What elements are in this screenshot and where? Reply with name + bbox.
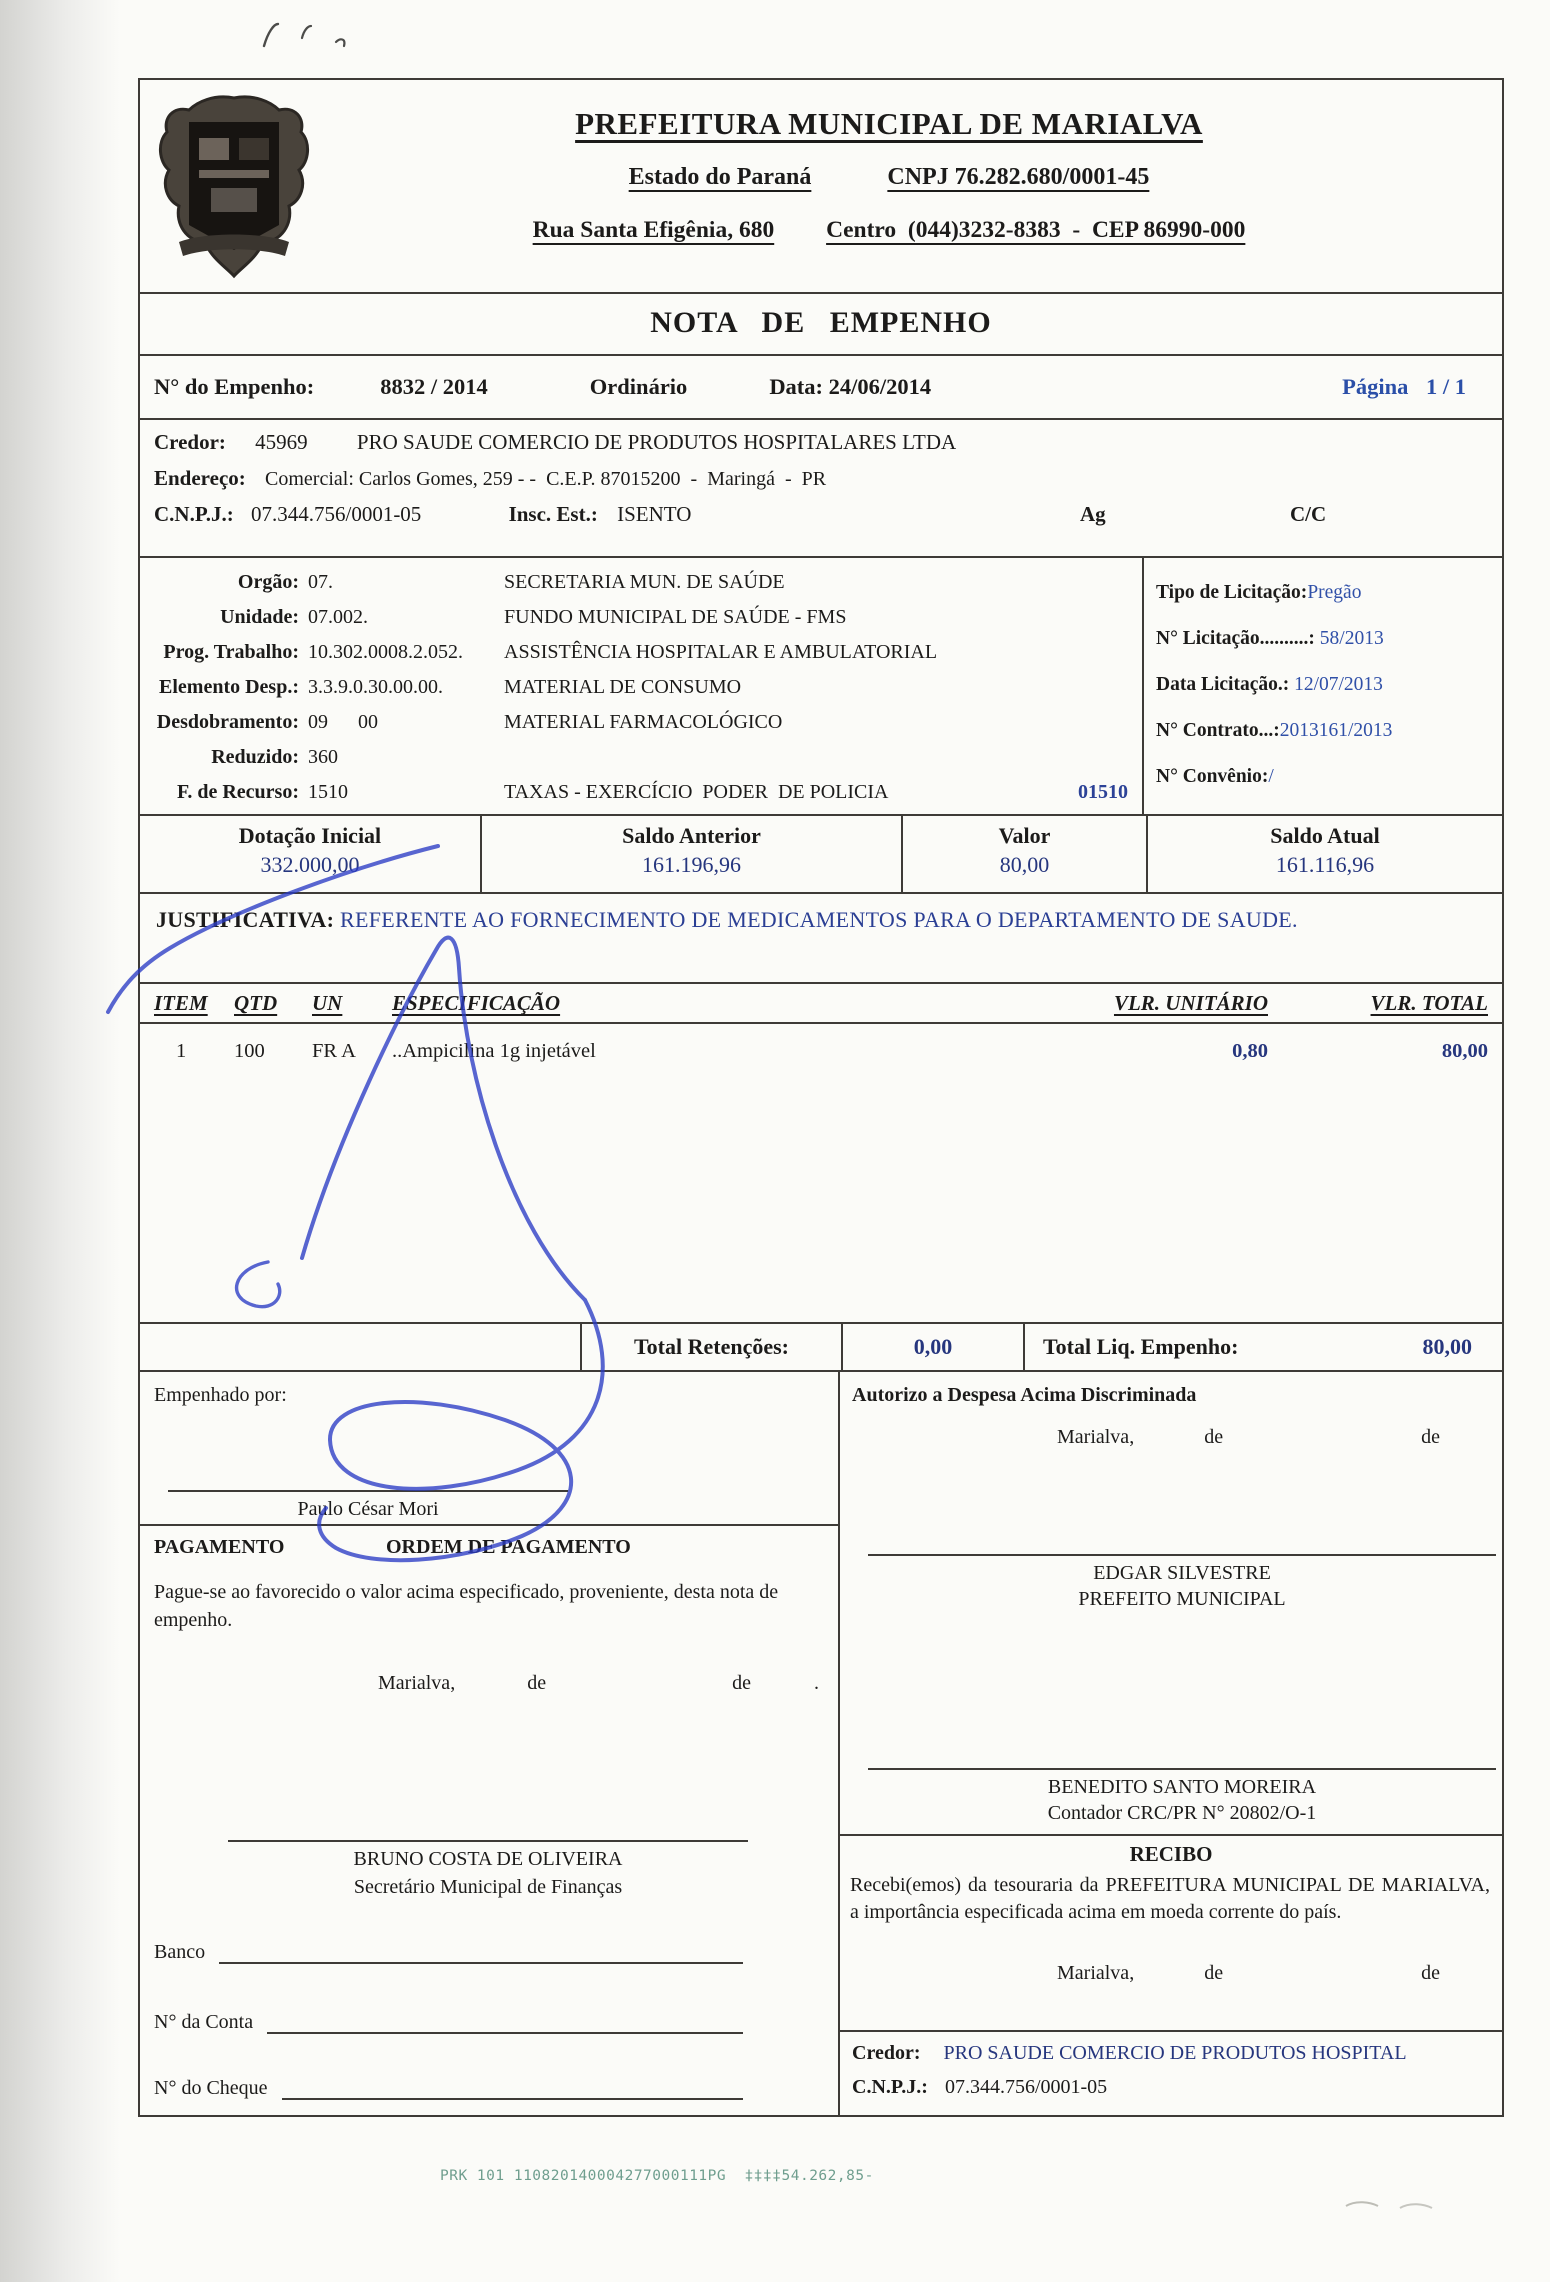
- licitacao-value: 58/2013: [1314, 628, 1384, 649]
- amount-cell: [140, 816, 480, 892]
- col-vlr-total: VLR. TOTAL: [1370, 991, 1488, 1015]
- city-label: Marialva,: [1057, 1962, 1135, 1984]
- item-number: 1: [176, 1040, 187, 1062]
- footer-section: [140, 1370, 1502, 2115]
- budget-row-desc: TAXAS - EXERCÍCIO PODER DE POLICIA: [504, 781, 889, 803]
- item-row: [140, 1024, 1502, 1063]
- page-value: 1 / 1: [1425, 374, 1466, 399]
- budget-row-label: Desdobramento:: [156, 711, 299, 733]
- recibo-credor-row: [852, 2042, 1407, 2065]
- licitacao-row: [1156, 616, 1502, 662]
- amount-cell: [901, 816, 1146, 892]
- budget-row-label: Unidade:: [220, 606, 299, 628]
- budget-row-label: Reduzido:: [211, 746, 299, 768]
- pagamento-title: PAGAMENTO: [154, 1536, 285, 1558]
- creditor-row: [154, 430, 1502, 455]
- page-indicator: [1342, 374, 1466, 400]
- autorizo-title: Autorizo a Despesa Acima Discriminada: [852, 1384, 1197, 1406]
- recibo-cnpj-value: 07.344.756/0001-05: [944, 2076, 1108, 2098]
- licitacao-label: N° Licitação..........:: [1156, 628, 1315, 649]
- conta-label: N° da Conta: [154, 2011, 254, 2033]
- org-line2: [310, 164, 1468, 191]
- col-qtd: QTD: [234, 991, 278, 1015]
- recibo-title: RECIBO: [1129, 1842, 1213, 1866]
- col-especificacao: ESPECIFICAÇÃO: [392, 991, 561, 1015]
- liquido-cell: [1025, 1324, 1502, 1370]
- recibo-credor-value: PRO SAUDE COMERCIO DE PRODUTOS HOSPITAL: [943, 2042, 1407, 2064]
- org-name: PREFEITURA MUNICIPAL DE MARIALVA: [575, 106, 1203, 141]
- budget-row-code: 07.002.: [308, 606, 368, 628]
- city-label: Marialva,: [1057, 1426, 1135, 1448]
- liquido-label: Total Liq. Empenho:: [1043, 1334, 1239, 1359]
- org-line3: [310, 217, 1468, 244]
- items-table-header: [140, 984, 1502, 1024]
- date-line: [840, 1962, 1502, 1985]
- org-cnpj: CNPJ 76.282.680/0001-45: [887, 164, 1150, 190]
- empenho-number-label: N° do Empenho:: [154, 374, 315, 399]
- item-total-price: 80,00: [1441, 1040, 1488, 1062]
- mayor-name: EDGAR SILVESTRE: [1093, 1562, 1271, 1584]
- cheque-field: [154, 2074, 838, 2100]
- conta-field: [154, 2008, 838, 2034]
- amount-value: 161.196,96: [642, 852, 741, 877]
- empenho-kind: Ordinário: [589, 374, 688, 399]
- totals-row: [140, 1322, 1502, 1370]
- signer-name: Paulo César Mori: [297, 1498, 439, 1520]
- amount-value: 161.116,96: [1275, 852, 1375, 877]
- machine-processing-line: PRK 101 110820140004277000111PG ‡‡‡‡54.262,85-: [440, 2168, 874, 2184]
- footer-right-column: [840, 1372, 1502, 2115]
- budget-row-label: Elemento Desp.:: [159, 676, 299, 698]
- signature-line: [228, 1840, 748, 1842]
- section-divider: [140, 1524, 838, 1526]
- item-qty: 100: [234, 1040, 265, 1062]
- mayor-title: PREFEITO MUNICIPAL: [1078, 1588, 1286, 1610]
- finance-secretary-title: Secretário Municipal de Finanças: [353, 1876, 623, 1898]
- org-street: Rua Santa Efigênia, 680: [532, 217, 775, 243]
- cheque-label: N° do Cheque: [154, 2077, 268, 2099]
- empenho-form: [138, 78, 1504, 2117]
- document-title: NOTA DE EMPENHO: [140, 292, 1502, 354]
- budget-row-label: F. de Recurso:: [176, 781, 299, 803]
- amount-header: Saldo Atual: [1270, 823, 1380, 848]
- creditor-address-row: [154, 466, 1502, 491]
- col-un: UN: [312, 991, 343, 1015]
- budget-row-desc: ASSISTÊNCIA HOSPITALAR E AMBULATORIAL: [504, 641, 938, 663]
- licitacao-label: Data Licitação.:: [1156, 674, 1290, 695]
- conta-blank-line: [267, 2008, 743, 2034]
- conta-corrente-label: C/C: [1290, 502, 1327, 526]
- amounts-section: [140, 814, 1502, 892]
- item-unit-price: 0,80: [1232, 1040, 1268, 1062]
- budget-row-code: 3.3.9.0.30.00.00.: [308, 676, 443, 698]
- licitacao-row: [1156, 662, 1502, 708]
- licitacao-label: Tipo de Licitação:: [1156, 582, 1308, 603]
- budget-row-desc: SECRETARIA MUN. DE SAÚDE: [504, 571, 785, 593]
- date-line: [840, 1426, 1502, 1449]
- recibo-credor-label: Credor:: [852, 2042, 921, 2064]
- insc-label: Insc. Est.:: [508, 502, 598, 526]
- col-item: ITEM: [154, 991, 208, 1015]
- budget-row: [140, 740, 1142, 775]
- cheque-blank-line: [282, 2074, 743, 2100]
- empenho-summary-row: [140, 354, 1502, 418]
- liquido-value: 80,00: [1422, 1334, 1472, 1359]
- licitacao-value: 12/07/2013: [1289, 674, 1383, 695]
- section-divider: [840, 2030, 1502, 2032]
- amount-header: Dotação Inicial: [238, 823, 382, 848]
- empenho-number: 8832 / 2014: [380, 374, 488, 399]
- licitacao-row: [1156, 708, 1502, 754]
- budget-row: [140, 670, 1142, 705]
- budget-row: [140, 600, 1142, 635]
- licitacao-label: N° Contrato...:: [1156, 720, 1280, 741]
- budget-row-label: Orgão:: [237, 571, 299, 593]
- budget-row-desc: MATERIAL DE CONSUMO: [504, 676, 742, 698]
- empenho-date: Data: 24/06/2014: [769, 374, 932, 399]
- empenhado-por-label: Empenhado por:: [154, 1384, 287, 1406]
- budget-row-label: Prog. Trabalho:: [163, 641, 299, 663]
- creditor-section: [140, 418, 1502, 556]
- creditor-name: PRO SAUDE COMERCIO DE PRODUTOS HOSPITALARES LTDA: [356, 430, 957, 454]
- budget-row-code: 360: [308, 746, 338, 768]
- budget-row: [140, 705, 1142, 740]
- cnpj-value: 07.344.756/0001-05: [250, 502, 422, 526]
- de-label: de: [1421, 1426, 1440, 1448]
- licitacao-row: [1156, 570, 1502, 616]
- budget-rows: [140, 558, 1142, 814]
- retencoes-value: 0,00: [843, 1324, 1025, 1370]
- budget-row-code: 07.: [308, 571, 333, 593]
- resource-code: 01510: [1078, 781, 1128, 803]
- justificativa-label: JUSTIFICATIVA:: [156, 907, 335, 932]
- de-label: de: [1204, 1962, 1224, 1984]
- amount-header: Saldo Anterior: [622, 823, 761, 848]
- recibo-text: Recebi(emos) da tesouraria da PREFEITURA MUNICIPAL DE MARIALVA, a importância especificada acima em moeda corrente do país.: [850, 1874, 1490, 1923]
- banco-label: Banco: [154, 1941, 206, 1963]
- date-line: [140, 1672, 838, 1695]
- budget-row-code: 09 00: [308, 711, 378, 733]
- document-header: [140, 80, 1502, 292]
- agencia-label: Ag: [1080, 502, 1106, 526]
- licitacao-box: [1142, 558, 1502, 814]
- banco-field: [154, 1938, 838, 1964]
- de-label: de: [527, 1672, 547, 1694]
- amount-cell: [1146, 816, 1502, 892]
- licitacao-row: [1156, 754, 1502, 800]
- pen-marks: [258, 16, 358, 60]
- accountant-name: BENEDITO SANTO MOREIRA: [1047, 1776, 1317, 1798]
- items-section: [140, 982, 1502, 1322]
- item-unit-name: FR A: [312, 1040, 356, 1062]
- period-mark: .: [813, 1672, 819, 1694]
- totals-blank-cell: [140, 1324, 582, 1370]
- creditor-cnpj-row: [154, 502, 1502, 527]
- budget-row: [140, 775, 1142, 810]
- licitacao-value: 2013161/2013: [1279, 720, 1393, 741]
- retencoes-label: Total Retenções:: [582, 1324, 843, 1370]
- section-divider: [840, 1834, 1502, 1836]
- budget-row: [140, 565, 1142, 600]
- recibo-cnpj-row: [852, 2076, 1107, 2099]
- creditor-label: Credor:: [154, 430, 226, 454]
- item-spec: ..Ampicilina 1g injetável: [392, 1040, 596, 1062]
- budget-row-desc: FUNDO MUNICIPAL DE SAÚDE - FMS: [504, 606, 847, 628]
- header-text: [310, 80, 1502, 292]
- banco-blank-line: [219, 1938, 743, 1964]
- budget-row-code: 1510: [308, 781, 348, 803]
- budget-row-code: 10.302.0008.2.052.: [308, 641, 463, 663]
- de-label: de: [732, 1672, 751, 1694]
- recibo-cnpj-label: C.N.P.J.:: [852, 2076, 928, 2098]
- budget-row: [140, 635, 1142, 670]
- pague-se-text: Pague-se ao favorecido o valor acima especificado, proveniente, desta nota de empenho.: [154, 1581, 779, 1631]
- justificativa-text: REFERENTE AO FORNECIMENTO DE MEDICAMENTOS PARA O DEPARTAMENTO DE SAUDE.: [340, 907, 1298, 932]
- licitacao-label: N° Convênio:: [1156, 766, 1269, 787]
- signature-line: [868, 1768, 1496, 1770]
- org-district-phone: Centro (044)3232-8383 - CEP 86990-000: [826, 217, 1246, 243]
- budget-section: [140, 556, 1502, 814]
- amount-cell: [480, 816, 901, 892]
- de-label: de: [1421, 1962, 1440, 1984]
- amount-value: 332.000,00: [260, 852, 360, 877]
- cnpj-label: C.N.P.J.:: [154, 502, 234, 526]
- justificativa-section: [140, 892, 1502, 982]
- creditor-code: 45969: [255, 430, 308, 454]
- licitacao-value: Pregão: [1307, 582, 1362, 603]
- budget-row-desc: MATERIAL FARMACOLÓGICO: [504, 711, 783, 733]
- signature-line: [168, 1490, 568, 1492]
- address-value: Comercial: Carlos Gomes, 259 - - C.E.P. 87015200 - Maringá - PR: [265, 468, 827, 490]
- amount-header: Valor: [998, 823, 1051, 848]
- municipal-coat-of-arms-icon: [158, 92, 310, 282]
- signature-line: [868, 1554, 1496, 1556]
- finance-secretary-name: BRUNO COSTA DE OLIVEIRA: [353, 1848, 623, 1870]
- de-label: de: [1204, 1426, 1224, 1448]
- faint-pencil-marks: [1340, 2188, 1460, 2218]
- org-state: Estado do Paraná: [628, 164, 812, 190]
- address-label: Endereço:: [154, 466, 246, 490]
- page-label: Página: [1342, 374, 1409, 399]
- accountant-title: Contador CRC/PR N° 20802/O-1: [1047, 1802, 1317, 1824]
- city-label: Marialva,: [378, 1672, 456, 1694]
- justificativa-paragraph: [156, 903, 1306, 936]
- insc-value: ISENTO: [617, 502, 692, 526]
- licitacao-value: /: [1268, 766, 1274, 787]
- amount-value: 80,00: [999, 852, 1050, 877]
- col-vlr-unitario: VLR. UNITÁRIO: [1113, 991, 1268, 1015]
- ordem-pagamento-title: ORDEM DE PAGAMENTO: [386, 1536, 631, 1558]
- footer-left-column: [140, 1372, 840, 2115]
